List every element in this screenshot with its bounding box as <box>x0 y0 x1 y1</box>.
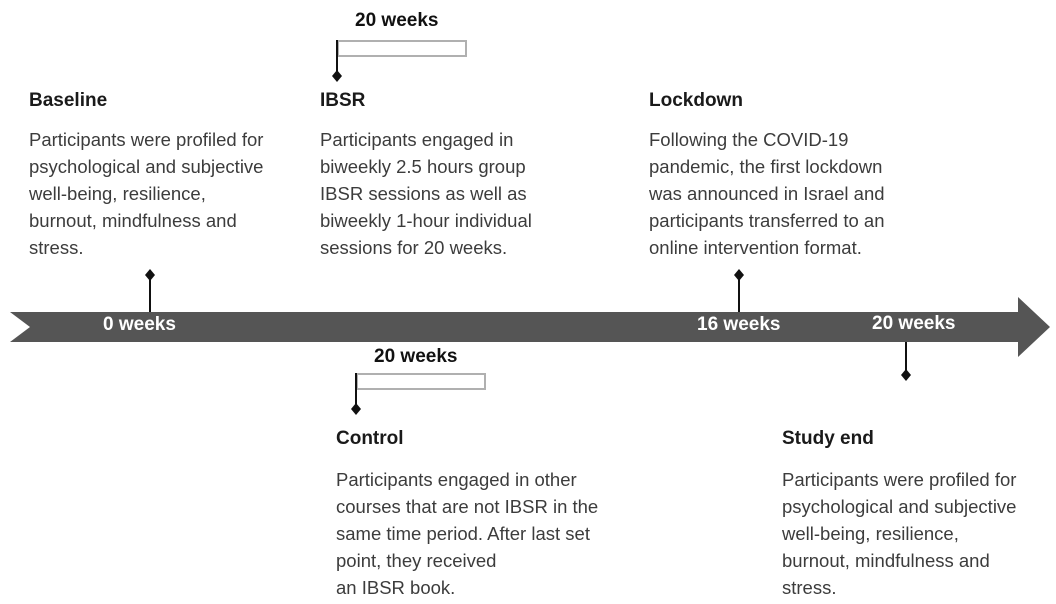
lockdown-description <box>649 126 885 261</box>
control-description <box>336 466 598 601</box>
study-end-line: stress. <box>782 577 837 598</box>
ibsr-line: Participants engaged in <box>320 129 514 150</box>
baseline-marker <box>145 269 155 312</box>
ibsr-line: IBSR sessions as well as <box>320 183 527 204</box>
baseline-description <box>29 126 263 261</box>
baseline-line: psychological and subjective <box>29 156 264 177</box>
control-line: point, they received <box>336 550 497 571</box>
lockdown-line: pandemic, the first lockdown <box>649 156 883 177</box>
lockdown-line: Following the COVID-19 <box>649 129 849 150</box>
control-duration-label: 20 weeks <box>374 346 458 367</box>
control-line: Participants engaged in other <box>336 469 577 490</box>
axis-label-0-weeks: 0 weeks <box>103 314 176 335</box>
lockdown-line: online intervention format. <box>649 237 862 258</box>
control-line: same time period. After last set <box>336 523 590 544</box>
baseline-line: Participants were profiled for <box>29 129 264 150</box>
ibsr-duration-bar <box>332 40 466 82</box>
baseline-line: burnout, mindfulness and <box>29 210 237 231</box>
ibsr-description <box>320 126 532 261</box>
ibsr-duration-label: 20 weeks <box>355 10 439 31</box>
ibsr-line: biweekly 2.5 hours group <box>320 156 526 177</box>
baseline-line: stress. <box>29 237 84 258</box>
axis-label-16-weeks: 16 weeks <box>697 314 781 335</box>
axis-label-20-weeks: 20 weeks <box>872 313 956 334</box>
control-duration-bar <box>351 373 485 415</box>
study-end-line: Participants were profiled for <box>782 469 1017 490</box>
study-end-description <box>782 466 1016 601</box>
ibsr-title: IBSR <box>320 90 366 111</box>
study-end-marker <box>901 342 911 381</box>
lockdown-line: participants transferred to an <box>649 210 885 231</box>
baseline-title: Baseline <box>29 90 108 111</box>
study-end-line: burnout, mindfulness and <box>782 550 990 571</box>
control-line: courses that are not IBSR in the <box>336 496 599 517</box>
lockdown-line: was announced in Israel and <box>649 183 885 204</box>
lockdown-marker <box>734 269 744 312</box>
ibsr-line: biweekly 1-hour individual <box>320 210 532 231</box>
baseline-line: well-being, resilience, <box>29 183 206 204</box>
control-title: Control <box>336 428 404 449</box>
lockdown-title: Lockdown <box>649 90 743 111</box>
study-end-line: psychological and subjective <box>782 496 1017 517</box>
study-end-line: well-being, resilience, <box>782 523 959 544</box>
ibsr-line: sessions for 20 weeks. <box>320 237 508 258</box>
study-end-title: Study end <box>782 428 874 449</box>
control-line: an IBSR book. <box>336 577 456 598</box>
